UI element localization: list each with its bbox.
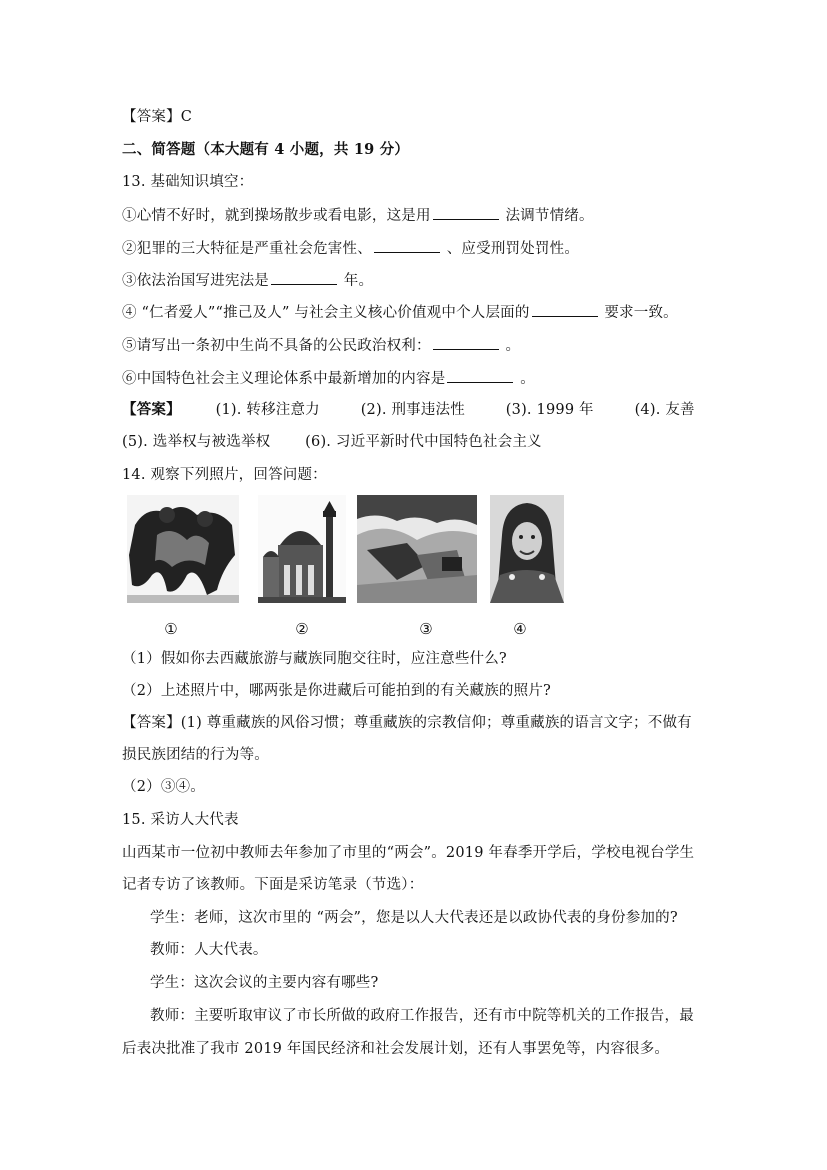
q13-item-6 bbox=[122, 368, 535, 389]
previous-answer: 【答案】C bbox=[122, 109, 193, 125]
photo-label-1: ① bbox=[164, 620, 178, 638]
q13-item-4 bbox=[122, 302, 678, 323]
photo-label-3: ③ bbox=[419, 620, 433, 638]
q13-title: 13. 基础知识填空： bbox=[122, 174, 254, 190]
q13-answer-2: (2). 刑事违法性 bbox=[360, 402, 465, 418]
photo-3-mountain-village bbox=[357, 495, 477, 603]
q13-item-3 bbox=[122, 270, 373, 291]
q15-title: 15. 采访人大代表 bbox=[122, 812, 239, 828]
q13-item-1-suffix: 法调节情绪。 bbox=[500, 208, 594, 224]
q14-answer-line-3: （2）③④。 bbox=[122, 779, 205, 795]
q13-item-6-suffix: 。 bbox=[515, 371, 535, 387]
q13-item-6-text: ⑥中国特色社会主义理论体系中最新增加的内容是 bbox=[122, 371, 446, 387]
photo-label-2: ② bbox=[295, 620, 309, 638]
answer-label: 【答案】 bbox=[122, 401, 181, 418]
photo-4-tibetan-woman bbox=[490, 495, 564, 603]
section-title: 二、简答题（本大题有 4 小题，共 19 分） bbox=[122, 141, 410, 158]
photo-label-4: ④ bbox=[513, 620, 527, 638]
q13-item-1 bbox=[122, 205, 594, 226]
q13-item-5-suffix: 。 bbox=[500, 338, 521, 354]
q13-item-4-text: ④ “仁者爱人”“推己及人” 与社会主义核心价值观中个人层面的 bbox=[122, 305, 530, 321]
answer-blank bbox=[374, 238, 440, 253]
q15-dialogue-3: 学生：这次会议的主要内容有哪些? bbox=[150, 975, 379, 991]
q15-dialogue-1: 学生：老师，这次市里的 “两会”，您是以人大代表还是以政协代表的身份参加的? bbox=[150, 910, 678, 926]
q13-answer-6: (6). 习近平新时代中国特色社会主义 bbox=[305, 434, 542, 450]
q13-item-2 bbox=[122, 238, 579, 259]
answer-blank bbox=[433, 335, 499, 350]
q13-item-5 bbox=[122, 335, 520, 356]
q13-item-3-text: ③依法治国写进宪法是 bbox=[122, 273, 269, 289]
q13-answer-row-2 bbox=[122, 432, 542, 452]
q14-sub-1: （1）假如你去西藏旅游与藏族同胞交往时，应注意些什么? bbox=[122, 651, 507, 667]
q14-sub-2: （2）上述照片中，哪两张是你进藏后可能拍到的有关藏族的照片? bbox=[122, 683, 551, 699]
q15-dialogue-4a: 教师：主要听取审议了市长所做的政府工作报告，还有市中院等机关的工作报告，最 bbox=[150, 1008, 694, 1024]
answer-blank bbox=[271, 270, 337, 285]
q13-item-5-text: ⑤请写出一条初中生尚不具备的公民政治权利： bbox=[122, 338, 431, 354]
q13-answer-5: (5). 选举权与被选举权 bbox=[122, 434, 271, 450]
q13-item-2-suffix: 、应受刑罚处罚性。 bbox=[441, 241, 580, 257]
q13-item-4-suffix: 要求一致。 bbox=[599, 305, 678, 321]
q15-intro-2: 记者专访了该教师。下面是采访笔录（节选）： bbox=[122, 877, 424, 893]
q14-answer-line-1: 【答案】(1) 尊重藏族的风俗习惯；尊重藏族的宗教信仰；尊重藏族的语言文字；不做有 bbox=[122, 715, 692, 731]
answer-blank bbox=[447, 368, 513, 383]
q15-intro-1: 山西某市一位初中教师去年参加了市里的“两会”。2019 年春季开学后，学校电视台学生 bbox=[122, 845, 695, 861]
q13-answer-1: (1). 转移注意力 bbox=[215, 402, 320, 418]
q13-item-3-suffix: 年。 bbox=[339, 273, 374, 289]
q13-item-2-text: ②犯罪的三大特征是严重社会危害性、 bbox=[122, 241, 372, 257]
answer-blank bbox=[433, 205, 499, 220]
photo-2-mosque bbox=[258, 495, 346, 603]
q14-title: 14. 观察下列照片，回答问题： bbox=[122, 467, 327, 483]
q13-answer-row-1 bbox=[122, 400, 695, 420]
answer-blank bbox=[532, 302, 598, 317]
q15-dialogue-2: 教师：人大代表。 bbox=[150, 942, 268, 958]
q13-item-1-text: ①心情不好时，就到操场散步或看电影，这是用 bbox=[122, 208, 431, 224]
q15-dialogue-4b: 后表决批准了我市 2019 年国民经济和社会发展计划，还有人事罢免等，内容很多。 bbox=[122, 1041, 670, 1057]
q14-answer-line-2: 损民族团结的行为等。 bbox=[122, 747, 269, 763]
q13-answer-3: (3). 1999 年 bbox=[505, 402, 594, 418]
photo-1-dancers bbox=[127, 495, 239, 603]
q13-answer-4: (4). 友善 bbox=[634, 402, 695, 418]
